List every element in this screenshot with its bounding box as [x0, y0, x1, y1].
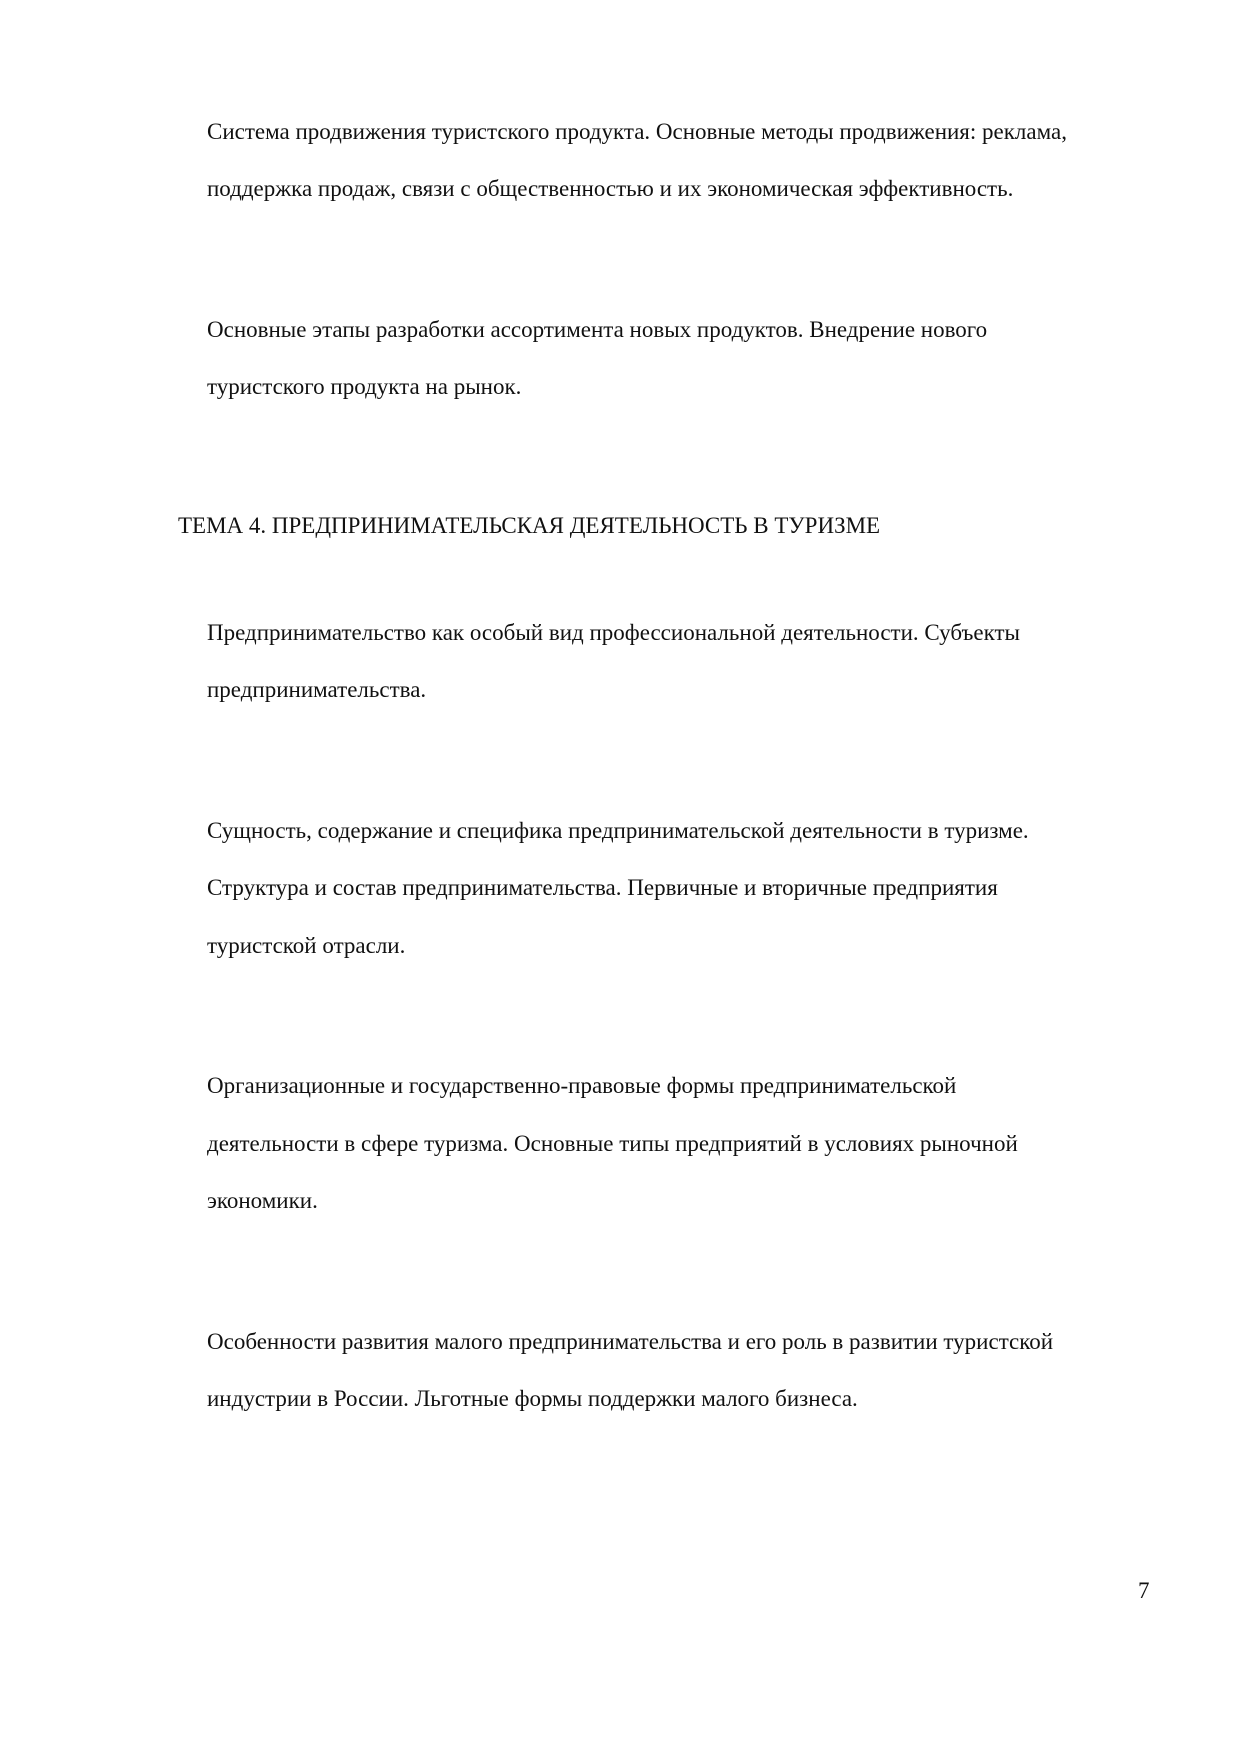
- paragraph-line: Предпринимательство как особый вид профессиональной деятельности. Субъекты: [207, 620, 1020, 645]
- paragraph-line: деятельности в сфере туризма. Основные типы предприятий в условиях рыночной: [207, 1131, 1018, 1156]
- paragraph-line: экономики.: [207, 1188, 318, 1213]
- paragraph-line: Основные этапы разработки ассортимента новых продуктов. Внедрение нового: [207, 317, 988, 342]
- paragraph-line: предпринимательства.: [207, 677, 427, 702]
- paragraph-line: Структура и состав предпринимательства. Первичные и вторичные предприятия: [207, 875, 998, 900]
- page-number: 7: [1138, 1578, 1150, 1603]
- paragraph-line: Особенности развития малого предпринимательства и его роль в развитии туристской: [207, 1329, 1054, 1354]
- paragraph-line: поддержка продаж, связи с общественностью и их экономическая эффективность.: [207, 176, 1014, 201]
- paragraph-line: Система продвижения туристского продукта. Основные методы продвижения: реклама,: [207, 119, 1067, 144]
- section-heading: ТЕМА 4. ПРЕДПРИНИМАТЕЛЬСКАЯ ДЕЯТЕЛЬНОСТЬ В ТУРИЗМЕ: [178, 513, 881, 538]
- paragraph-line: туристской отрасли.: [207, 933, 406, 958]
- paragraph-line: Организационные и государственно-правовые формы предпринимательской: [207, 1073, 957, 1098]
- paragraph-line: туристского продукта на рынок.: [207, 374, 522, 399]
- paragraph-line: Сущность, содержание и специфика предпринимательской деятельности в туризме.: [207, 818, 1029, 843]
- paragraph-line: индустрии в России. Льготные формы поддержки малого бизнеса.: [207, 1386, 858, 1411]
